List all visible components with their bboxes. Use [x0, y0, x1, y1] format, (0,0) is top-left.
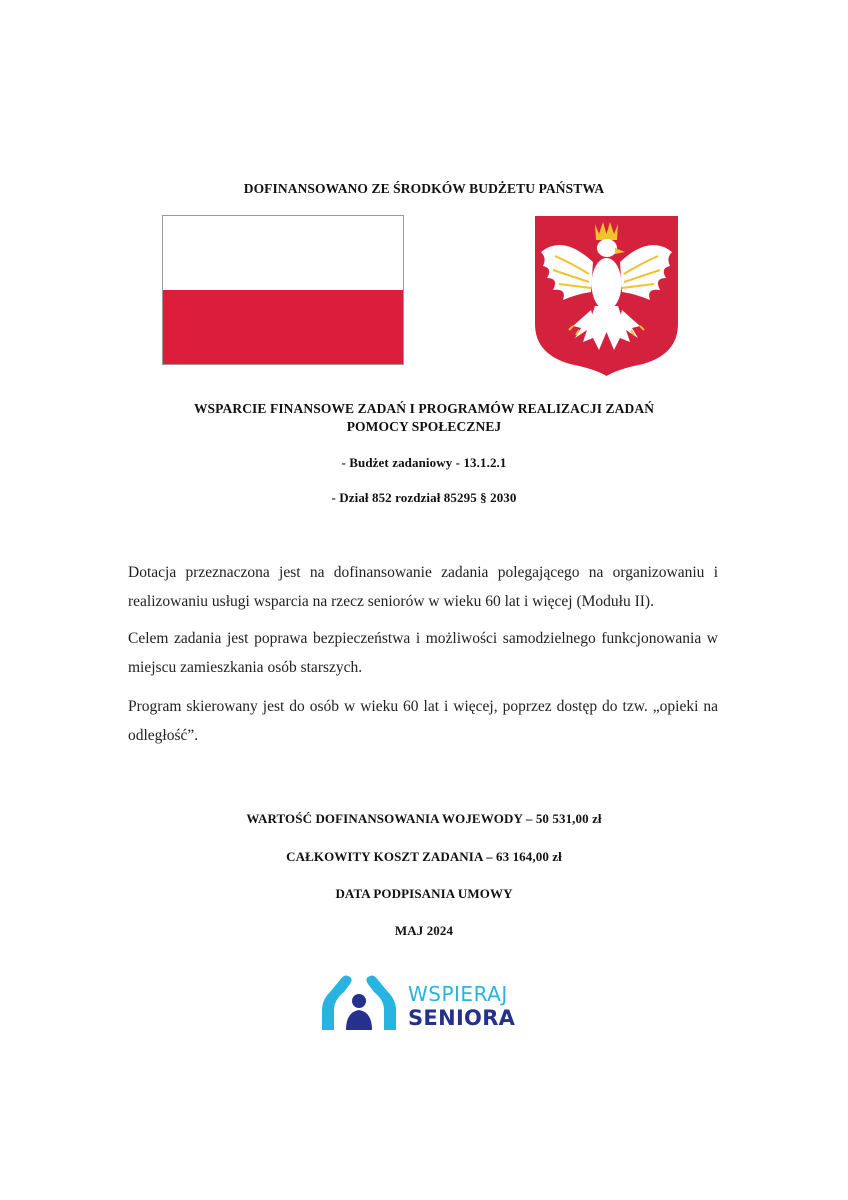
program-title-line1: WSPARCIE FINANSOWE ZADAŃ I PROGRAMÓW REALIZACJI ZADAŃ [193, 401, 655, 416]
description-paragraph-1: Dotacja przeznaczona jest na dofinansowanie zadania polegającego na organizowaniu i realizowaniu usługi wsparcia na rzecz seniorów w wieku 60 lat i więcej (Modułu II). [128, 564, 718, 610]
flag-white-stripe [163, 216, 403, 290]
logo-text-seniora: SENIORA [408, 1006, 516, 1030]
description-paragraph-2: Celem zadania jest poprawa bezpieczeństwa i możliwości samodzielnego funkcjonowania w miejscu zamieszkania osób starszych. [128, 630, 718, 676]
program-title-line2: POMOCY SPOŁECZNEJ [346, 419, 502, 434]
contract-date-label: DATA PODPISANIA UMOWY [335, 886, 513, 901]
budget-line: - Budżet zadaniowy - 13.1.2.1 [341, 455, 507, 470]
logo-text-wspieraj: WSPIERAJ [408, 982, 508, 1006]
hands-protecting-person-icon [320, 970, 398, 1032]
wspieraj-seniora-logo [320, 970, 530, 1032]
flag-red-stripe [163, 290, 403, 364]
program-title [0, 400, 848, 436]
polish-coat-of-arms-icon [533, 214, 680, 376]
dzial-line: - Dział 852 rozdział 85295 § 2030 [331, 490, 517, 505]
description-paragraph-3: Program skierowany jest do osób w wieku 60 lat i więcej, poprzez dostęp do tzw. „opieki na odległość”. [128, 698, 718, 744]
contract-date-value: MAJ 2024 [394, 923, 454, 938]
polish-flag [162, 215, 404, 365]
funding-value-line: WARTOŚĆ DOFINANSOWANIA WOJEWODY – 50 531,00 zł [246, 811, 602, 826]
funding-header: DOFINANSOWANO ZE ŚRODKÓW BUDŻETU PAŃSTWA [243, 181, 605, 196]
total-cost-line: CAŁKOWITY KOSZT ZADANIA – 63 164,00 zł [286, 849, 562, 864]
